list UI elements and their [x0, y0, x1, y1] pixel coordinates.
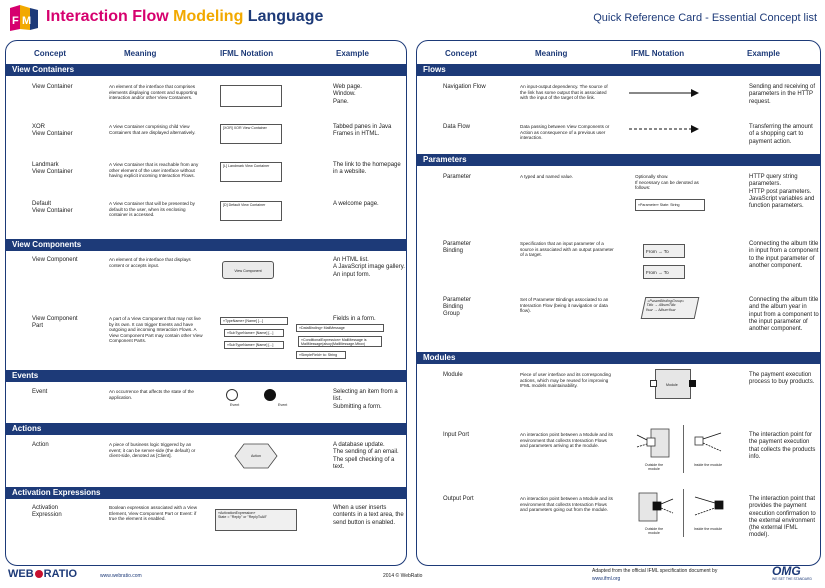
- concept-event: Event: [32, 389, 48, 395]
- parameter-binding-note-2: From → To: [643, 265, 685, 279]
- webratio-logo-ratio: RATIO: [43, 568, 78, 580]
- xor-view-container-notation: [XOR] XOR View Container: [220, 124, 282, 144]
- example-parameter-binding-group: Connecting the album title and the album year in input from a component to the input parameter of another component.: [749, 297, 819, 333]
- example-view-component: An HTML list. A JavaScript image gallery. An input form.: [333, 257, 405, 278]
- input-port-inside-label: Inside the module: [693, 463, 723, 467]
- activation-expression-stereotype: «ActivationExpression»: [218, 511, 256, 515]
- concept-xor-view-container: XOR View Container: [32, 124, 73, 138]
- col-meaning-right: Meaning: [535, 49, 568, 58]
- view-component-notation: View Component: [222, 261, 274, 279]
- output-port-inside-icon: [691, 489, 731, 525]
- section-parameters: Parameters: [417, 154, 820, 166]
- event-label-2: Event: [278, 403, 288, 407]
- meaning-view-container: An element of the interface that comprises elements displaying content and supporting interaction and/or other View Containers.: [109, 84, 198, 101]
- example-parameter: HTTP query string parameters. HTTP post parameters. JavaScript variables and function parameters.: [749, 174, 815, 210]
- part-subtype-1: «SubTypeName» [Name] [...]: [224, 329, 284, 337]
- concept-parameter-binding: Parameter Binding: [443, 241, 472, 255]
- module-notation-label: Module: [666, 383, 678, 387]
- example-event: Selecting an item from a list. Submitting a form.: [333, 389, 398, 410]
- page-subtitle: Quick Reference Card - Essential Concept list: [593, 12, 817, 24]
- example-landmark-view-container: The link to the homepage in a website.: [333, 162, 401, 176]
- meaning-module: Piece of user interface and its corresponding actions, which may be reused for improving IFML models maintainability.: [520, 372, 611, 389]
- meaning-output-port: An interaction point between a Module and its environment that collects Interaction Flows and parameters going out from the module.: [520, 496, 613, 513]
- action-notation-label: Action: [251, 454, 261, 458]
- activation-expression-value: State = "Reply" or "ReplyToAll": [218, 515, 267, 520]
- meaning-activation-expression: Boolean expression associated with a View Element, View Component Part or Event: if true the element is enabled.: [109, 505, 198, 522]
- pbg-stereotype: «ParamBindingGroup»: [647, 299, 685, 303]
- meaning-view-component-part: A part of a View Component that may not live by its own. It can trigger Events and have outgoing and incoming Interaction Flows. A View Component Part may contain other View Component Parts.: [109, 316, 203, 344]
- part-databinding: [296, 324, 386, 360]
- col-example-right: Example: [747, 49, 780, 58]
- part-databinding-label: «DataBinding» MailMessage: [296, 324, 384, 332]
- left-panel: [5, 40, 407, 566]
- parameter-notation-note: Optionally show. If necessary can be denoted as follows:: [635, 174, 699, 191]
- example-view-component-part: Fields in a form.: [333, 316, 376, 322]
- input-port-outside-icon: [635, 425, 675, 461]
- meaning-landmark-view-container: A View Container that is reachable from any other element of the user interface without having explicit incoming Interaction Flows.: [109, 162, 199, 179]
- part-notation-outer: [220, 317, 290, 353]
- meaning-input-port: An interaction point between a Module and its environment that collects Interaction Flows and parameters arriving at the module.: [520, 432, 613, 449]
- example-xor-view-container: Tabbed panes in Java Frames in HTML.: [333, 124, 392, 138]
- pbg-binding-1: Title → AlbumTitle: [646, 303, 676, 308]
- webratio-url[interactable]: www.webratio.com: [100, 573, 142, 579]
- concept-output-port: Output Port: [443, 496, 474, 502]
- example-data-flow: Transferring the amount of a shopping cart to payment action.: [749, 124, 813, 145]
- example-parameter-binding: Connecting the album title in input from a component to the input parameter of another component.: [749, 241, 819, 269]
- concept-navigation-flow: Navigation Flow: [443, 84, 486, 90]
- example-action: A database update. The sending of an email. The spell checking of a text.: [333, 442, 399, 470]
- page-title: [46, 8, 323, 26]
- concept-view-component-part: View Component Part: [32, 316, 78, 330]
- pbg-binding-2: Year → AlbumYear: [645, 307, 677, 312]
- part-type: «TypeName» [Name] [...]: [220, 317, 288, 325]
- section-actions: Actions: [6, 423, 406, 435]
- right-panel: [416, 40, 821, 566]
- concept-default-view-container: Default View Container: [32, 201, 73, 215]
- meaning-data-flow: Data passing between View Components or Action as consequence of a previous user interaction.: [520, 124, 610, 141]
- concept-action: Action: [32, 442, 49, 448]
- concept-data-flow: Data Flow: [443, 124, 471, 130]
- omg-logo-tagline: WE SET THE STANDARD: [772, 577, 812, 581]
- parameter-binding-group-notation: [641, 297, 700, 319]
- input-port-inside-icon: [691, 425, 731, 461]
- example-view-container: Web page. Window. Pane.: [333, 84, 362, 105]
- example-module: The payment execution process to buy products.: [749, 372, 815, 386]
- title-part-1: Interaction Flow: [46, 8, 169, 25]
- output-port-inside-label: Inside the module: [693, 527, 723, 531]
- example-default-view-container: A welcome page.: [333, 201, 379, 207]
- section-activation-expressions: Activation Expressions: [6, 487, 406, 499]
- part-simplefield: «SimpleField» to: String: [296, 351, 346, 359]
- meaning-action: A piece of business logic triggered by an event; it can be server-side (the default) or client-side, denoted as [Client].: [109, 442, 196, 459]
- module-port-left-icon: [650, 380, 657, 387]
- section-view-components: View Components: [6, 239, 406, 251]
- example-input-port: The interaction point for the payment execution that collects the products info.: [749, 432, 816, 460]
- section-flows: Flows: [417, 64, 820, 76]
- module-port-right-icon: [689, 380, 696, 387]
- output-port-divider: [683, 489, 684, 537]
- concept-view-container: View Container: [32, 84, 73, 90]
- copyright: 2014 © WebRatio: [383, 573, 423, 579]
- adapted-text: Adapted from the official IFML specification document by: [592, 568, 718, 574]
- output-port-outside-label: Outside the module: [644, 527, 664, 536]
- ifml-logo: [6, 4, 42, 32]
- concept-input-port: Input Port: [443, 432, 470, 438]
- output-port-outside-icon: [635, 489, 675, 525]
- section-modules: Modules: [417, 352, 820, 364]
- meaning-default-view-container: A View Container that will be presented by default to the user, when its enclosing container is accessed.: [109, 201, 195, 218]
- part-subtype-2: «SubTypeName» [Name] [...]: [224, 341, 284, 349]
- concept-view-component: View Component: [32, 257, 78, 263]
- parameter-binding-note-1: From → To: [643, 244, 685, 258]
- data-flow-arrow-icon: [629, 124, 699, 134]
- landmark-view-container-notation: [L] Landmark View Container: [220, 162, 282, 182]
- webratio-logo: [8, 568, 77, 580]
- example-navigation-flow: Sending and receiving of parameters in the HTTP request.: [749, 84, 816, 105]
- default-view-container-notation: [D] Default View Container: [220, 201, 282, 221]
- meaning-xor-view-container: A View Container comprising child View Containers that are displayed alternatively.: [109, 124, 196, 135]
- col-meaning: Meaning: [124, 49, 157, 58]
- concept-landmark-view-container: Landmark View Container: [32, 162, 73, 176]
- webratio-logo-web: WEB: [8, 568, 34, 580]
- col-concept: Concept: [34, 49, 66, 58]
- meaning-view-component: An element of the interface that displays content or accepts input.: [109, 257, 191, 268]
- meaning-event: An occurrence that affects the state of the application.: [109, 389, 194, 400]
- parameter-notation-box: «Parameter» State: String: [635, 199, 705, 211]
- meaning-navigation-flow: An input-output dependency. The source of the link has some output that is associated with the input of the target of the link.: [520, 84, 608, 101]
- omg-logo: [772, 565, 820, 585]
- event-circle-outline-icon: [226, 389, 238, 401]
- part-conditional: «ConditionalExpression» MailMessage is MailMessage(alsoy(MailMessage.Mbox): [298, 336, 382, 347]
- activation-expression-notation: [215, 509, 297, 531]
- title-part-3: Language: [247, 8, 324, 25]
- event-circle-filled-icon: [264, 389, 276, 401]
- input-port-outside-label: Outside the module: [644, 463, 664, 472]
- title-part-2: Modeling: [173, 8, 244, 25]
- svg-text:F: F: [12, 15, 19, 27]
- navigation-flow-arrow-icon: [629, 88, 699, 98]
- col-concept-right: Concept: [445, 49, 477, 58]
- view-container-notation: [220, 85, 282, 107]
- svg-text:M: M: [22, 15, 32, 27]
- meaning-parameter-binding: Specification that an input parameter of a source is associated with an output parameter of a target.: [520, 241, 614, 258]
- concept-activation-expression: Activation Expression: [32, 505, 62, 519]
- concept-module: Module: [443, 372, 463, 378]
- event-label-1: Event: [230, 403, 240, 407]
- section-events: Events: [6, 370, 406, 382]
- concept-parameter: Parameter: [443, 174, 472, 180]
- col-notation: IFML Notation: [220, 49, 274, 58]
- col-example: Example: [336, 49, 369, 58]
- section-view-containers: View Containers: [6, 64, 406, 76]
- webratio-logo-dots-icon: [35, 570, 43, 578]
- col-notation-right: IFML Notation: [631, 49, 685, 58]
- meaning-parameter: A typed and named value.: [520, 174, 574, 179]
- concept-parameter-binding-group: Parameter Binding Group: [443, 297, 472, 318]
- ifml-url[interactable]: www.ifml.org: [592, 576, 621, 582]
- meaning-parameter-binding-group: Set of Parameter Bindings associated to an Interaction Flow (being it navigation or data flow).: [520, 297, 609, 314]
- input-port-divider: [683, 425, 684, 473]
- example-activation-expression: When a user inserts contents in a text area, the send button is enabled.: [333, 505, 404, 526]
- omg-logo-text: OMG: [772, 564, 801, 578]
- example-output-port: The interaction point that provides the payment execution confirmation to the external environment (the external IFML model).: [749, 496, 816, 539]
